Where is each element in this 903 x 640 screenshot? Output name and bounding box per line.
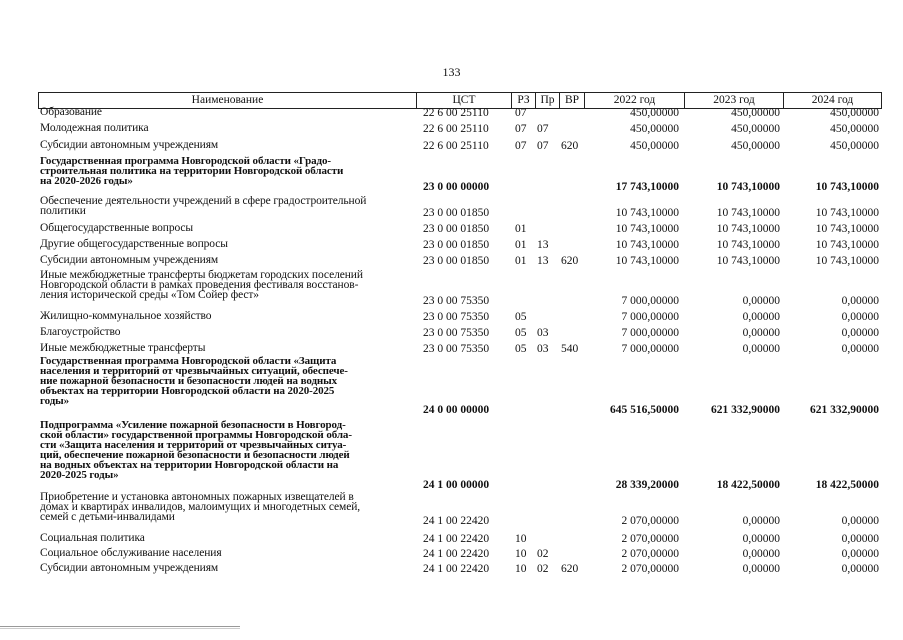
- table-row: [0, 492, 903, 527]
- row-y2023: 10 743,10000: [716, 254, 780, 267]
- header-cst: ЦСТ: [417, 93, 512, 108]
- row-y2023: 621 332,90000: [711, 403, 780, 416]
- table-row: [0, 196, 903, 219]
- row-y2022: 450,00000: [630, 106, 679, 119]
- row-pr: 03: [537, 326, 549, 339]
- row-cst: 23 0 00 75350: [423, 310, 490, 323]
- row-y2023: 10 743,10000: [716, 206, 780, 219]
- table-row: [0, 420, 903, 491]
- row-rz: 07: [515, 122, 527, 135]
- row-y2022: 17 743,10000: [615, 180, 679, 193]
- row-rz: 05: [515, 342, 527, 355]
- table-row: [0, 356, 903, 416]
- table-row: [0, 223, 903, 235]
- row-pr: 07: [537, 139, 549, 152]
- row-name: Молодежная политика: [40, 122, 149, 134]
- row-cst: 24 0 00 00000: [423, 403, 490, 416]
- row-name: Иные межбюджетные трансферты: [40, 342, 206, 354]
- row-y2022: 2 070,00000: [621, 532, 679, 545]
- row-name: Социальная политика: [40, 532, 145, 544]
- row-name: Общегосударственные вопросы: [40, 222, 194, 234]
- row-y2023: 0,00000: [742, 294, 780, 307]
- row-cst: 24 1 00 22420: [423, 532, 490, 545]
- table-row: [0, 327, 903, 339]
- table-row: [0, 533, 903, 545]
- row-y2024: 450,00000: [830, 122, 879, 135]
- row-vr: 620: [561, 562, 579, 575]
- row-y2022: 2 070,00000: [621, 547, 679, 560]
- row-name: Подпрограмма «Усиление пожарной безопасности в Новгород- ской области» государственной программы Новгородской обла- сти «Защита населения и территорий от чрезвычайных ситуа- ций, обеспечение пожарной безопасности и безопасности людей на водных объектах на территории Новгородской области на 2020-2025 годы»: [40, 419, 352, 481]
- row-rz: 10: [515, 547, 527, 560]
- row-y2022: 7 000,00000: [621, 310, 679, 323]
- row-y2024: 0,00000: [841, 547, 879, 560]
- row-name: Иные межбюджетные трансферты бюджетам городских поселений Новгородской области в рамках проведения фестиваля восстанов- ления исторической среды «Том Сойер фест»: [40, 269, 363, 301]
- row-name: Субсидии автономным учреждениям: [40, 254, 219, 266]
- table-row: [0, 107, 903, 119]
- row-y2023: 18 422,50000: [716, 478, 780, 491]
- row-name: Государственная программа Новгородской области «Градо- строительная политика на территории Новгородской области на 2020-2026 годы»: [40, 155, 344, 187]
- row-rz: 05: [515, 326, 527, 339]
- row-rz: 05: [515, 310, 527, 323]
- page-number: 133: [442, 65, 461, 79]
- header-2023: 2023 год: [685, 93, 784, 108]
- row-y2024: 10 743,10000: [815, 180, 879, 193]
- row-vr: 620: [561, 139, 579, 152]
- row-pr: 02: [537, 562, 549, 575]
- row-cst: 23 0 00 75350: [423, 342, 490, 355]
- header-rz: РЗ: [512, 93, 536, 108]
- row-cst: 23 0 00 01850: [423, 222, 490, 235]
- row-y2023: 10 743,10000: [716, 180, 780, 193]
- row-y2022: 7 000,00000: [621, 294, 679, 307]
- row-name: Приобретение и установка автономных пожарных извещателей в домах и квартирах инвалидов, малоимущих и многодетных семей, семей с детьми-инвалидами: [40, 491, 361, 523]
- row-cst: 24 1 00 22420: [423, 562, 490, 575]
- row-name: Субсидии автономным учреждениям: [40, 562, 219, 574]
- row-name: Образование: [40, 106, 102, 118]
- row-name: Государственная программа Новгородской области «Защита населения и территорий от чрезвычайных ситуаций, обеспече- ние пожарной безопасности и безопасности людей на водных объектах на территории Новгородской области на 2020-2025 годы»: [40, 355, 348, 407]
- row-rz: 10: [515, 532, 527, 545]
- row-y2023: 450,00000: [731, 106, 780, 119]
- footer-divider: [0, 626, 240, 627]
- row-y2022: 10 743,10000: [615, 238, 679, 251]
- row-y2024: 0,00000: [841, 514, 879, 527]
- row-cst: 23 0 00 01850: [423, 254, 490, 267]
- row-y2022: 10 743,10000: [615, 206, 679, 219]
- row-y2024: 450,00000: [830, 106, 879, 119]
- row-name: Социальное обслуживание населения: [40, 547, 222, 559]
- table-row: [0, 255, 903, 267]
- row-y2024: 0,00000: [841, 532, 879, 545]
- row-y2024: 0,00000: [841, 342, 879, 355]
- row-y2024: 0,00000: [841, 562, 879, 575]
- table-row: [0, 123, 903, 135]
- table-row: [0, 343, 903, 355]
- table-row: [0, 239, 903, 251]
- row-y2022: 450,00000: [630, 139, 679, 152]
- row-vr: 620: [561, 254, 579, 267]
- row-y2022: 7 000,00000: [621, 342, 679, 355]
- row-y2024: 450,00000: [830, 139, 879, 152]
- row-cst: 22 6 00 25110: [423, 139, 489, 152]
- row-y2022: 2 070,00000: [621, 562, 679, 575]
- footer-divider-secondary: [0, 628, 240, 629]
- row-y2022: 645 516,50000: [610, 403, 679, 416]
- header-vr: ВР: [560, 93, 585, 108]
- row-y2023: 0,00000: [742, 514, 780, 527]
- row-y2022: 450,00000: [630, 122, 679, 135]
- table-row: [0, 311, 903, 323]
- row-rz: 01: [515, 222, 527, 235]
- row-y2023: 0,00000: [742, 562, 780, 575]
- row-y2024: 10 743,10000: [815, 254, 879, 267]
- row-cst: 22 6 00 25110: [423, 122, 489, 135]
- row-cst: 23 0 00 01850: [423, 238, 490, 251]
- row-y2022: 7 000,00000: [621, 326, 679, 339]
- row-y2022: 10 743,10000: [615, 254, 679, 267]
- row-cst: 23 0 00 75350: [423, 326, 490, 339]
- row-y2022: 28 339,20000: [615, 478, 679, 491]
- row-cst: 24 1 00 22420: [423, 514, 490, 527]
- row-y2023: 10 743,10000: [716, 222, 780, 235]
- header-pr: Пр: [536, 93, 560, 108]
- row-cst: 23 0 00 75350: [423, 294, 490, 307]
- row-y2023: 450,00000: [731, 122, 780, 135]
- table-row: [0, 140, 903, 152]
- row-y2024: 18 422,50000: [815, 478, 879, 491]
- row-pr: 03: [537, 342, 549, 355]
- row-vr: 540: [561, 342, 579, 355]
- row-y2023: 0,00000: [742, 547, 780, 560]
- row-rz: 01: [515, 238, 527, 251]
- header-2022: 2022 год: [585, 93, 685, 108]
- row-y2024: 10 743,10000: [815, 222, 879, 235]
- row-name: Жилищно-коммунальное хозяйство: [40, 310, 212, 322]
- row-y2023: 0,00000: [742, 310, 780, 323]
- table-row: [0, 270, 903, 307]
- header-2024: 2024 год: [811, 94, 854, 106]
- header-name: Наименование: [39, 93, 417, 108]
- row-y2024: 621 332,90000: [810, 403, 879, 416]
- row-y2024: 0,00000: [841, 326, 879, 339]
- row-name: Субсидии автономным учреждениям: [40, 139, 219, 151]
- row-rz: 07: [515, 106, 527, 119]
- row-y2024: 0,00000: [841, 294, 879, 307]
- row-name: Благоустройство: [40, 326, 121, 338]
- row-y2023: 0,00000: [742, 532, 780, 545]
- row-y2023: 0,00000: [742, 342, 780, 355]
- table-row: [0, 548, 903, 560]
- row-name: Другие общегосударственные вопросы: [40, 238, 228, 250]
- row-y2024: 0,00000: [841, 310, 879, 323]
- row-pr: 07: [537, 122, 549, 135]
- table-row: [0, 563, 903, 575]
- row-pr: 02: [537, 547, 549, 560]
- row-y2023: 450,00000: [731, 139, 780, 152]
- row-pr: 13: [537, 254, 549, 267]
- row-name: Обеспечение деятельности учреждений в сфере градостроительной политики: [40, 195, 367, 217]
- row-y2022: 2 070,00000: [621, 514, 679, 527]
- row-cst: 22 6 00 25110: [423, 106, 489, 119]
- row-y2023: 10 743,10000: [716, 238, 780, 251]
- row-cst: 23 0 00 00000: [423, 180, 490, 193]
- row-cst: 24 1 00 22420: [423, 547, 490, 560]
- table-row: [0, 156, 903, 193]
- row-y2024: 10 743,10000: [815, 238, 879, 251]
- row-rz: 07: [515, 139, 527, 152]
- row-y2023: 0,00000: [742, 326, 780, 339]
- row-rz: 01: [515, 254, 527, 267]
- row-rz: 10: [515, 562, 527, 575]
- row-pr: 13: [537, 238, 549, 251]
- row-y2024: 10 743,10000: [815, 206, 879, 219]
- row-cst: 24 1 00 00000: [423, 478, 490, 491]
- row-y2022: 10 743,10000: [615, 222, 679, 235]
- row-cst: 23 0 00 01850: [423, 206, 490, 219]
